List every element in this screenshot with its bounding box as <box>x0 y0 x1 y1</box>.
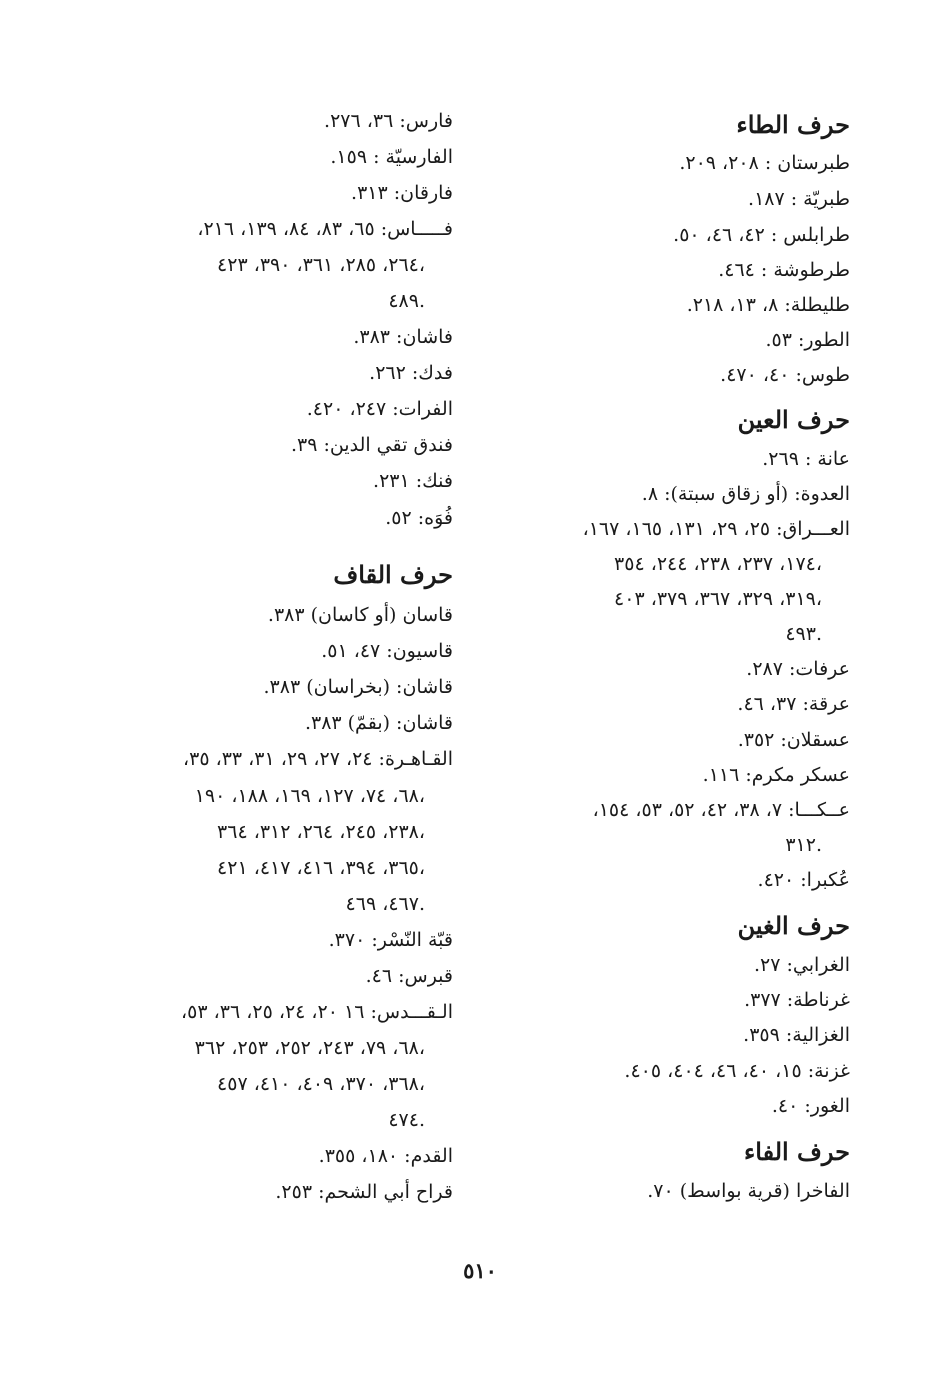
index-entry: عــكـــا: ٧، ٣٨، ٤٢، ٥٢، ٥٣، ١٥٤، <box>592 799 850 821</box>
index-entry: عُكبرا: ٤٢٠. <box>757 869 850 891</box>
index-entry: طرابلس : ٤٢، ٤٦، ٥٠. <box>673 224 850 246</box>
index-entry: قاسان (أو كاسان) ٣٨٣. <box>267 604 453 626</box>
index-entry: طليطلة: ٨، ١٣، ٢١٨. <box>686 294 850 316</box>
index-entry: عسقلان: ٣٥٢. <box>737 729 850 751</box>
section-heading: حرف القاف <box>333 560 453 589</box>
index-entry: الفارسيّة : ١٥٩. <box>330 146 453 168</box>
index-entry: العدوة: (أو زقاق سبتة): ٨. <box>641 483 850 505</box>
index-entry: فدك: ٢٦٢. <box>369 362 453 384</box>
index-entry-continuation: ٣١٩، ٣٢٩، ٣٦٧، ٣٧٩، ٤٠٣، <box>614 588 822 610</box>
section-heading: حرف العين <box>737 405 850 434</box>
index-entry: الـقـــدس: ١٦ ٢٠، ٢٤، ٢٥، ٣٦، ٥٣، <box>181 1001 453 1023</box>
index-entry-continuation: ٣٦٨، ٣٧٠، ٤٠٩، ٤١٠، ٤٥٧، <box>217 1073 425 1095</box>
index-entry: الغرابي: ٢٧. <box>753 954 850 976</box>
index-entry-continuation: ٤٨٩. <box>388 290 425 312</box>
index-entry: الفاخرا (قرية بواسط) ٧٠. <box>647 1180 850 1202</box>
index-entry: فارقان: ٣١٣. <box>351 182 453 204</box>
index-entry: طبريّة : ١٨٧. <box>748 188 850 210</box>
index-entry: فندق تقي الدين: ٣٩. <box>290 434 453 456</box>
index-entry: غزنة: ١٥، ٤٠، ٤٦، ٤٠٤، ٤٠٥. <box>624 1060 850 1082</box>
index-entry: القـاهـرة: ٢٤، ٢٧، ٢٩، ٣١، ٣٣، ٣٥، <box>182 748 453 770</box>
index-entry: عانة : ٢٦٩. <box>762 448 850 470</box>
index-entry: قبّة النّسْر: ٣٧٠. <box>328 929 453 951</box>
index-entry: القدم: ١٨٠، ٣٥٥. <box>318 1145 453 1167</box>
index-entry: عسكر مكرم: ١١٦. <box>702 764 850 786</box>
index-entry: قاسيون: ٤٧، ٥١. <box>321 640 453 662</box>
index-entry: قاشان: (بقمّ) ٣٨٣. <box>304 712 453 734</box>
index-entry: فاشان: ٣٨٣. <box>353 326 453 348</box>
index-entry: غرناطة: ٣٧٧. <box>744 989 850 1011</box>
section-heading: حرف الغين <box>737 911 850 940</box>
index-entry-continuation: ٤٧٤. <box>388 1109 425 1131</box>
index-entry: الفرات: ٢٤٧، ٤٢٠. <box>306 398 453 420</box>
index-entry: الغور: ٤٠. <box>771 1095 850 1117</box>
index-entry: طوس: ٤٠، ٤٧٠. <box>720 364 850 386</box>
index-entry-continuation: ٤٩٣. <box>785 623 822 645</box>
index-entry-continuation: ٤٦٧، ٤٦٩. <box>345 893 425 915</box>
index-entry-continuation: ٣١٢. <box>785 834 822 856</box>
section-heading: حرف الفاء <box>743 1137 850 1166</box>
index-entry: فارس: ٣٦، ٢٧٦. <box>324 110 453 132</box>
index-entry: فنك: ٢٣١. <box>373 470 453 492</box>
index-entry: الطور: ٥٣. <box>765 329 850 351</box>
page-number: ٥١٠ <box>463 1258 497 1283</box>
index-entry: قاشان: (بخراسان) ٣٨٣. <box>263 676 453 698</box>
index-entry: قراح أبي الشحم: ٢٥٣. <box>275 1181 453 1203</box>
index-entry: طبرستان : ٢٠٨، ٢٠٩. <box>679 152 850 174</box>
index-entry: طرطوشة : ٤٦٤. <box>718 259 850 281</box>
index-entry-continuation: ٣٦٥، ٣٩٤، ٤١٦، ٤١٧، ٤٢١، <box>217 857 425 879</box>
index-entry: قبرس: ٤٦. <box>365 965 453 987</box>
index-entry: الغزالية: ٣٥٩. <box>743 1024 850 1046</box>
index-entry-continuation: ٦٨، ٧٤، ١٢٧، ١٦٩، ١٨٨، ١٩٠، <box>194 785 425 807</box>
index-entry: فـــــاس: ٦٥، ٨٣، ٨٤، ١٣٩، ٢١٦، <box>197 218 453 240</box>
index-entry: عرقة: ٣٧، ٤٦. <box>737 693 850 715</box>
index-entry: فُوَه: ٥٢. <box>385 507 453 529</box>
index-entry-continuation: ٢٦٤، ٢٨٥، ٣٦١، ٣٩٠، ٤٢٣، <box>217 254 425 276</box>
index-entry: العـــراق: ٢٥، ٢٩، ١٣١، ١٦٥، ١٦٧، <box>582 518 850 540</box>
index-entry-continuation: ١٧٤، ٢٣٧، ٢٣٨، ٢٤٤، ٣٥٤، <box>614 553 822 575</box>
index-entry-continuation: ٦٨، ٧٩، ٢٤٣، ٢٥٢، ٢٥٣، ٣٦٢، <box>194 1037 425 1059</box>
index-entry-continuation: ٢٣٨، ٢٤٥، ٢٦٤، ٣١٢، ٣٦٤، <box>217 821 425 843</box>
section-heading: حرف الطاء <box>736 110 850 139</box>
index-entry: عرفات: ٢٨٧. <box>746 658 850 680</box>
